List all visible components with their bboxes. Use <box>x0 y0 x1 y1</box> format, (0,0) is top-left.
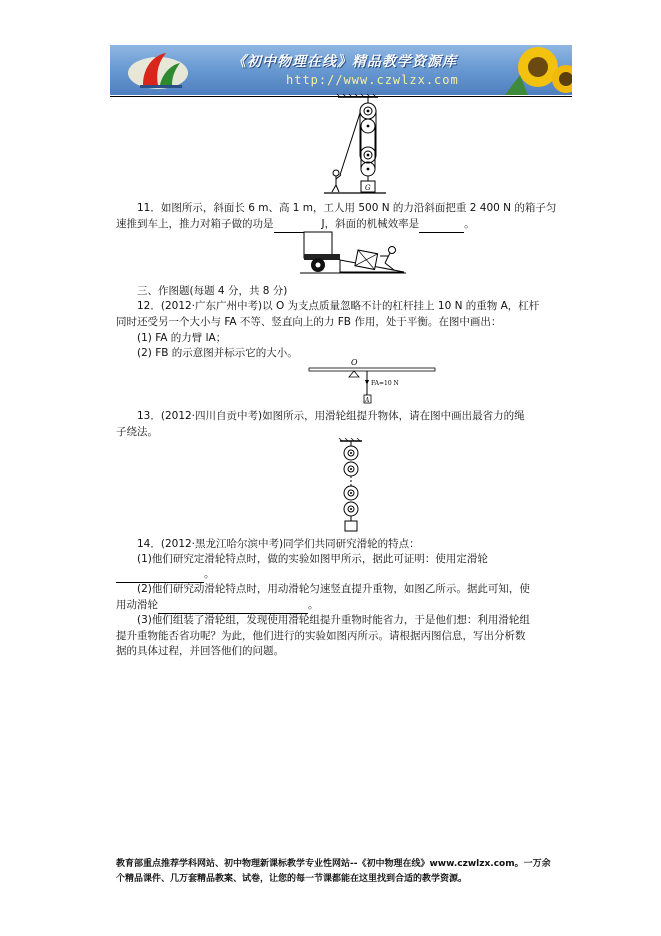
q14-item2-line1: (2)他们研究动滑轮特点时，用动滑轮匀速竖直提升重物，如图乙所示。据此可知，使 <box>137 583 530 595</box>
crate-icon <box>355 250 378 270</box>
q11-line2-text-b: J，斜面的机械效率是 <box>321 218 420 230</box>
pivot-label: O <box>351 358 358 367</box>
worker-icon <box>332 170 341 192</box>
footer-line1: 教育部重点推荐学科网站、初中物理新课标教学专业性网站--《初中物理在线》www.czwlzx.com。一万余 <box>116 859 551 869</box>
sunflower-icon <box>505 47 572 95</box>
q14-item3-line2: 提升重物能否省功呢？为此，他们进行的实验如图丙所示。请根据丙图信息，写出分析数 <box>116 630 526 642</box>
q14-item2-end: 。 <box>308 599 319 611</box>
lever-figure <box>307 355 437 405</box>
site-logo-icon <box>128 53 188 89</box>
q11-efficiency-answer-blank[interactable] <box>419 216 464 233</box>
section3-heading: 三、作图题(每题 4 分，共 8 分) <box>137 285 288 297</box>
q14-item3-line1: (3)他们组装了滑轮组，发现使用滑轮组提升重物时能省力，于是他们想：利用滑轮组 <box>137 614 530 626</box>
q12-item1: (1) FA 的力臂 lA； <box>137 332 227 344</box>
q12-line1: 12．(2012·广东广州中考)以 O 为支点质量忽略不计的杠杆挂上 10 N 的重物 A，杠杆 <box>137 300 540 312</box>
q14-item3-line3: 据的具体过程，并回答他们的问题。 <box>116 645 284 657</box>
pulley-block-figure <box>336 438 366 533</box>
q14-line1: 14．(2012·黑龙江哈尔滨中考)同学们共同研究滑轮的特点： <box>137 538 420 550</box>
q13-line2: 子绕法。 <box>116 426 158 438</box>
svg-text:G: G <box>365 184 371 192</box>
q12-line2: 同时还受另一个大小与 FA 不等、竖直向上的力 FB 作用，处于平衡。在图中画出： <box>116 316 502 328</box>
pushing-worker-icon <box>380 247 396 271</box>
q12-item2: (2) FB 的示意图并标示它的大小。 <box>137 347 298 359</box>
q11-line1: 11．如图所示，斜面长 6 m、高 1 m，工人用 500 N 的力沿斜面把重 2 400 N 的箱子匀 <box>137 202 557 214</box>
q11-line2-text-a: 速推到车上，推力对箱子做的功是 <box>116 218 274 230</box>
force-label: FA=10 N <box>371 380 399 387</box>
incline-figure <box>300 228 408 276</box>
pulley-system-figure <box>320 93 390 196</box>
q14-item1-end: 。 <box>204 568 215 580</box>
site-title: 《初中物理在线》精品教学资源库 <box>232 54 457 70</box>
q11-line2-text-c: 。 <box>464 218 475 230</box>
header-banner <box>110 45 572 95</box>
q13-line1: 13．(2012·四川自贡中考)如图所示，用滑轮组提升物体，请在图中画出最省力的绳 <box>137 410 525 422</box>
q11-line2 <box>116 216 475 233</box>
q14-item2-text: 用动滑轮 <box>116 599 158 611</box>
footer-line2: 个精品课件、几万套精品教案、试卷，让您的每一节课都能在这里找到合适的教学资源。 <box>116 874 468 884</box>
site-url[interactable]: http://www.czwlzx.com <box>286 73 459 87</box>
q14-item1-line1: (1)他们研究定滑轮特点时，做的实验如图甲所示，据此可证明：使用定滑轮 <box>137 553 488 565</box>
weight-label: A <box>365 397 370 404</box>
